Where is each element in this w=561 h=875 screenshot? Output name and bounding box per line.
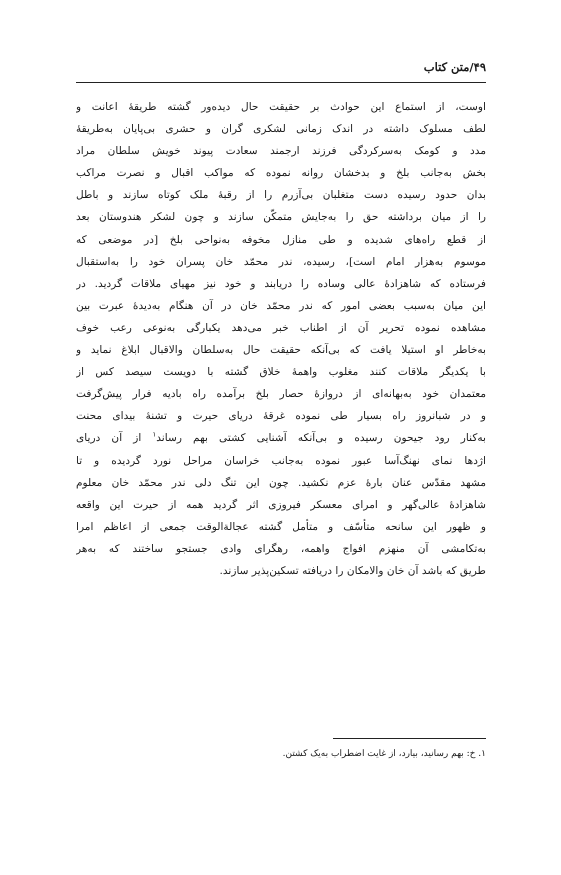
text-line: و ظهور این سانحه متأسّف و متأمل گشته عجالةالوقت جمعی از اعاظم امرا xyxy=(76,520,486,533)
footnote-marker[interactable]: ۱ xyxy=(152,430,157,439)
text-line: با یکدیگر ملاقات کنند مغلوب واهمهٔ خلاق گشته با دویست سیصد کس از xyxy=(76,366,486,379)
text-line: بخش به‌جانب بلخ و بدخشان روانه نموده که مواکب اقبال و نصرت مراکب xyxy=(76,167,486,180)
text-line: بدان حدود رسیده دست متغلبان بی‌آزرم را از رقبهٔ ملک کوتاه سازند و باطل xyxy=(76,189,486,202)
text-line-with-footnote xyxy=(76,427,486,449)
footnote-divider xyxy=(333,738,486,739)
text-line: و در شبانروز راه بسیار طی نموده غرقهٔ دریای حیرت و تشنهٔ بیدای محنت xyxy=(76,410,486,423)
running-header: ۴۹/متن کتاب xyxy=(423,60,486,74)
line-text-tail: از آن دریای xyxy=(76,432,153,445)
body-text xyxy=(76,96,486,582)
header-divider xyxy=(76,82,486,83)
text-line: شاهزادهٔ عالی‌گهر و امرای معسکر فیروزی اثر گردید همه از حیرت این واقعه xyxy=(76,498,486,511)
text-line: موسوم به‌هزار امام است]، رسیده، ندر محمّد خان پسران خود را به‌استقبال xyxy=(76,255,486,268)
text-line: به‌تکامشی آن منهزم افواج واهمه، رهگرای وادی جستجو ساختند که به‌هر xyxy=(76,542,486,555)
text-line: این میان به‌سبب بعضی امور که ندر محمّد خان در آن هنگام به‌دیدهٔ عبرت بین xyxy=(76,299,486,312)
text-line: از قطع راه‌های شدیده و طی منازل مخوفه به‌نواحی بلخ [در موضعی که xyxy=(76,233,486,246)
footnote: ۱. خ: بهم رسانید، بیارد، از غایت اضطراب به‌یک کشتن. xyxy=(282,749,486,759)
text-line: به‌خاطر او استیلا یافت که بی‌آنکه حقیقت حال به‌سلطان والاقبال ابلاغ نماید و xyxy=(76,344,486,357)
text-line: معتمدان خود به‌بهانه‌ای از دروازهٔ حصار بلخ برآمده راه بادیه فرار پیش‌گرفت xyxy=(76,388,486,401)
text-line: مشاهده نموده تحریر آن از اطناب خبر می‌دهد یکبارگی به‌نوعی رعب خوف xyxy=(76,321,486,334)
text-line: مشهد مقدّس عنان بارهٔ عزم نکشید. چون این تنگ دلی ندر محمّد خان معلوم xyxy=(76,476,486,489)
text-line: را از میان برداشته حق را به‌جایش متمکّن سازند و چون لشکر هندوستان بعد xyxy=(76,211,486,224)
text-line: طریق که باشد آن خان والامکان را دریافته تسکین‌پذیر سازند. xyxy=(219,564,486,577)
text-line: مدد و کومک به‌سرکردگی فرزند ارجمند سعادت پیوند خویش سلطان مراد xyxy=(76,145,486,158)
text-line: لطف مسلوک داشته در اندک زمانی لشکری گران و حشری بی‌پایان به‌طریقهٔ xyxy=(76,123,486,136)
text-line: اژدها نمای نهنگ‌آسا عبور نموده به‌جانب خراسان مراحل نورد گردیده و تا xyxy=(76,454,486,467)
text-line: فرستاده که شاهزادهٔ عالی وساده را دریابند و خود نیز مهیای ملاقات گردید. در xyxy=(76,277,486,290)
text-line: اوست، از استماع این حوادث بر حقیقت حال دیده‌ور گشته طریقهٔ اعانت و xyxy=(76,101,486,113)
line-text: به‌کنار رود جیحون رسیده و بی‌آنکه آشنایی کشتی بهم رساند xyxy=(156,432,486,445)
